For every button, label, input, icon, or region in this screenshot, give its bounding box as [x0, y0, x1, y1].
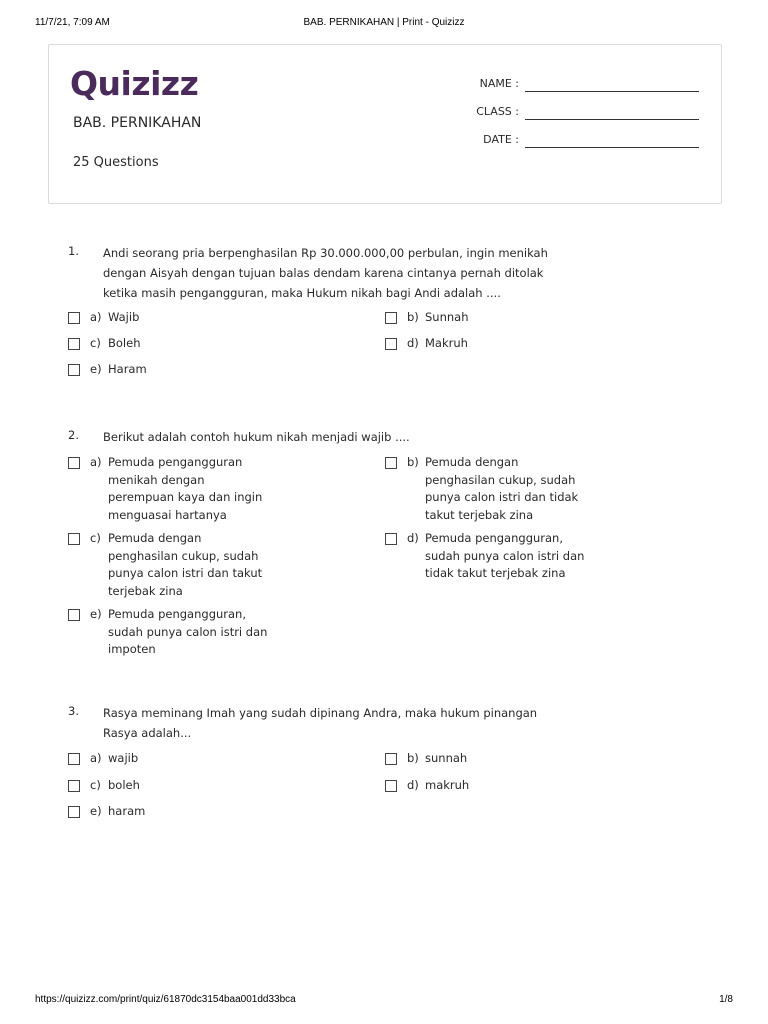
option-text: Pemuda pengangguran, sudah punya calon istri dan impoten — [108, 607, 268, 656]
question-number: 2. — [68, 428, 79, 442]
class-label: CLASS : — [476, 105, 519, 118]
question-text: Rasya meminang Imah yang sudah dipinang Andra, maka hukum pinangan Rasya adalah... — [103, 706, 538, 740]
checkbox[interactable] — [68, 533, 80, 545]
checkbox[interactable] — [385, 780, 397, 792]
option-letter: d) — [407, 778, 419, 792]
question-2 — [68, 427, 708, 659]
option-letter: e) — [90, 362, 102, 376]
question-text: Berikut adalah contoh hukum nikah menjadi wajib .... — [103, 430, 410, 444]
print-page-title: BAB. PERNIKAHAN | Print - Quizizz — [303, 17, 465, 28]
option-letter: a) — [90, 310, 102, 324]
option-text: boleh — [108, 778, 140, 792]
option-text: Sunnah — [425, 310, 469, 324]
option-letter: a) — [90, 455, 102, 469]
option-letter: a) — [90, 751, 102, 765]
option-letter: b) — [407, 310, 419, 324]
question-3 — [68, 703, 708, 823]
option-text: sunnah — [425, 751, 468, 765]
option-letter: c) — [90, 778, 101, 792]
date-line — [525, 147, 699, 148]
checkbox[interactable] — [68, 806, 80, 818]
class-line — [525, 119, 699, 120]
option-letter: c) — [90, 531, 101, 545]
print-url: https://quizizz.com/print/quiz/61870dc3154baa001dd33bca — [35, 994, 296, 1005]
option-letter: e) — [90, 804, 102, 818]
date-label: DATE : — [483, 133, 519, 146]
checkbox[interactable] — [68, 457, 80, 469]
option-letter: b) — [407, 455, 419, 469]
date-field — [49, 133, 723, 151]
option-text: Makruh — [425, 336, 468, 350]
question-text: Andi seorang pria berpenghasilan Rp 30.000.000,00 perbulan, ingin menikah dengan Aisyah dengan tujuan balas dendam karena cintanya pernah ditolak ketika masih pengangguran, maka Hukum nikah bagi Andi adalah .... — [103, 246, 548, 300]
option-text: Pemuda dengan penghasilan cukup, sudah punya calon istri dan tidak takut terjebak zina — [425, 455, 579, 522]
option-text: Haram — [108, 362, 147, 376]
option-text: haram — [108, 804, 146, 818]
checkbox[interactable] — [68, 780, 80, 792]
option-text: makruh — [425, 778, 470, 792]
checkbox[interactable] — [68, 364, 80, 376]
option-letter: d) — [407, 531, 419, 545]
name-line — [525, 91, 699, 92]
option-text: Pemuda pengangguran menikah dengan perempuan kaya dan ingin menguasai hartanya — [108, 455, 263, 522]
question-number: 3. — [68, 704, 79, 718]
option-text: Wajib — [108, 310, 140, 324]
option-letter: b) — [407, 751, 419, 765]
option-text: Pemuda pengangguran, sudah punya calon istri dan tidak takut terjebak zina — [425, 531, 585, 580]
print-header — [35, 17, 733, 31]
checkbox[interactable] — [68, 753, 80, 765]
print-footer — [35, 994, 733, 1008]
option-text: Pemuda dengan penghasilan cukup, sudah punya calon istri dan takut terjebak zina — [108, 531, 263, 598]
checkbox[interactable] — [385, 533, 397, 545]
name-field — [49, 77, 723, 95]
quizizz-logo: Quizizz — [70, 64, 199, 103]
checkbox[interactable] — [385, 753, 397, 765]
option-text: Boleh — [108, 336, 141, 350]
question-count: 25 Questions — [73, 155, 159, 170]
checkbox[interactable] — [385, 312, 397, 324]
print-datetime: 11/7/21, 7:09 AM — [35, 17, 110, 28]
checkbox[interactable] — [68, 338, 80, 350]
option-letter: c) — [90, 336, 101, 350]
name-label: NAME : — [479, 77, 519, 90]
option-text: wajib — [108, 751, 139, 765]
checkbox[interactable] — [385, 457, 397, 469]
option-letter: d) — [407, 336, 419, 350]
class-field — [49, 105, 723, 123]
quiz-title: BAB. PERNIKAHAN — [73, 115, 202, 131]
checkbox[interactable] — [68, 312, 80, 324]
page-indicator: 1/8 — [719, 994, 733, 1005]
option-letter: e) — [90, 607, 102, 621]
checkbox[interactable] — [68, 609, 80, 621]
quiz-header-card — [48, 44, 722, 204]
question-1 — [68, 243, 708, 383]
question-number: 1. — [68, 244, 79, 258]
checkbox[interactable] — [385, 338, 397, 350]
